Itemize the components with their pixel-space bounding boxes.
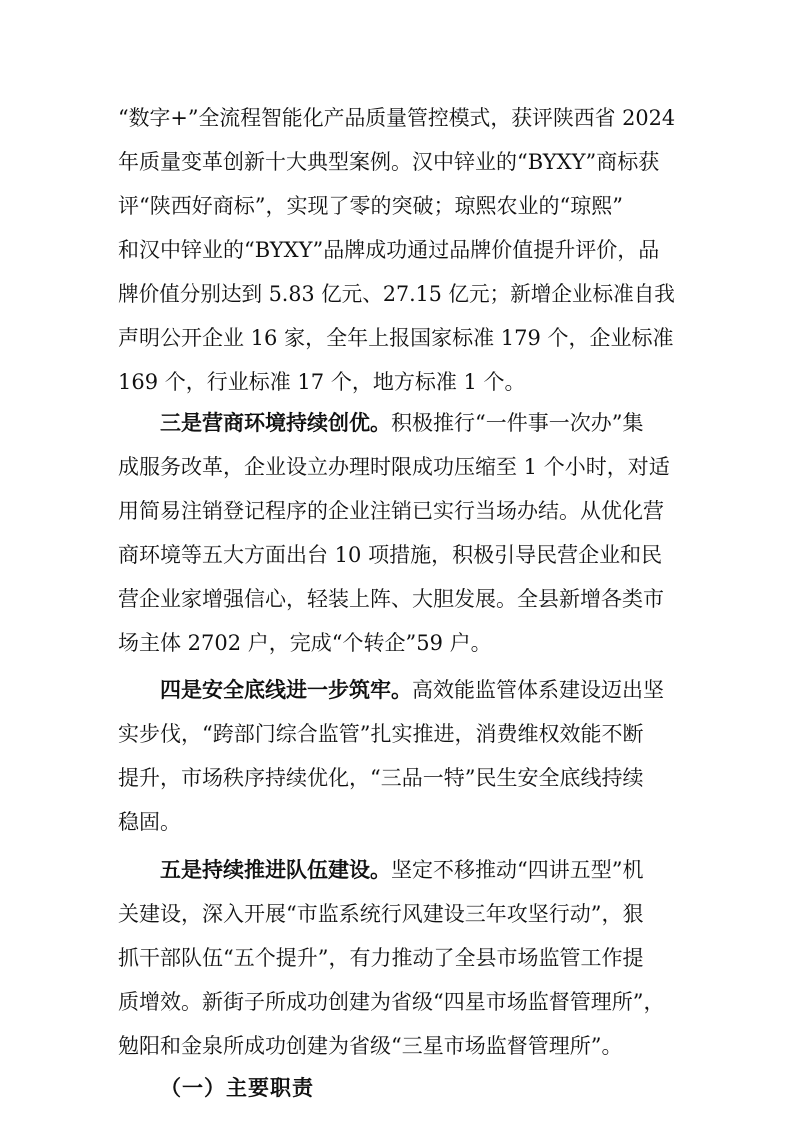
paragraph-first-line [0,670,793,710]
paragraph-line [0,802,793,842]
paragraph-line [0,938,793,978]
paragraph-line [0,1026,793,1066]
paragraph-line [0,623,793,663]
paragraph-line [0,894,793,934]
paragraph-heading: 三是营商环境持续创优。 [160,411,391,435]
paragraph-text: 和汉中锌业的“BYXY”品牌成功通过品牌价值提升评价，品 [118,238,660,262]
paragraph-text: 质增效。新街子所成功创建为省级“四星市场监督管理所”， [118,990,665,1014]
paragraph-line [0,230,793,270]
paragraph-line [0,142,793,182]
paragraph-text: 场主体 2702 户，完成“个转企”59 户。 [118,631,492,655]
paragraph-line [0,318,793,358]
paragraph-text: 声明公开企业 16 家，全年上报国家标准 179 个，企业标准 [118,326,674,350]
paragraph-text: 年质量变革创新十大典型案例。汉中锌业的“BYXY”商标获 [118,150,660,174]
paragraph-first-line-text [160,403,643,443]
section-heading: （一）主要职责 [160,1076,314,1100]
paragraph-text: 牌价值分别达到 5.83 亿元、27.15 亿元；新增企业标准自我 [118,282,675,306]
paragraph-line [0,714,793,754]
paragraph-text: 稳固。 [118,810,181,834]
paragraph-text: 商环境等五大方面出台 10 项措施，积极引导民营企业和民 [118,543,663,567]
paragraph-line [0,491,793,531]
paragraph-text: 169 个，行业标准 17 个，地方标准 1 个。 [118,370,526,394]
paragraph-line [0,758,793,798]
paragraph-text: 抓干部队伍“五个提升”，有力推动了全县市场监管工作提 [118,946,644,970]
paragraph-line [0,274,793,314]
paragraph-text: “数字+”全流程智能化产品质量管控模式，获评陕西省 2024 [118,106,676,130]
paragraph-text: 勉阳和金泉所成功创建为省级“三星市场监督管理所”。 [118,1034,623,1058]
paragraph-text: 评“陕西好商标”，实现了零的突破；琼熙农业的“琼熙” [118,194,623,218]
paragraph-heading: 四是安全底线进一步筑牢。 [160,678,412,702]
paragraph-text: 营企业家增强信心，轻装上阵、大胆发展。全县新增各类市 [118,587,664,611]
paragraph-text: 积极推行“一件事一次办”集 [391,411,644,435]
paragraph-text: 高效能监管体系建设迈出坚 [412,678,664,702]
paragraph-first-line [0,403,793,443]
paragraph-heading: 五是持续推进队伍建设。 [160,858,391,882]
paragraph-first-line-text [160,850,643,890]
paragraph-text: 关建设，深入开展“市监系统行风建设三年攻坚行动”，狠 [118,902,644,926]
paragraph-text: 提升，市场秩序持续优化，“三品一特”民生安全底线持续 [118,766,644,790]
paragraph-line [0,982,793,1022]
paragraph-text: 成服务改革，企业设立办理时限成功压缩至 1 个小时，对适 [118,455,670,479]
paragraph-line [0,535,793,575]
paragraph-text: 坚定不移推动“四讲五型”机 [391,858,644,882]
section-heading-line [0,1068,793,1108]
paragraph-line [0,98,793,138]
paragraph-first-line-text [160,670,664,710]
paragraph-text: 用简易注销登记程序的企业注销已实行当场办结。从优化营 [118,499,664,523]
paragraph-first-line [0,850,793,890]
paragraph-line [0,579,793,619]
paragraph-line [0,447,793,487]
paragraph-line [0,362,793,402]
paragraph-line [0,186,793,226]
paragraph-text: 实步伐，“跨部门综合监管”扎实推进，消费维权效能不断 [118,722,644,746]
